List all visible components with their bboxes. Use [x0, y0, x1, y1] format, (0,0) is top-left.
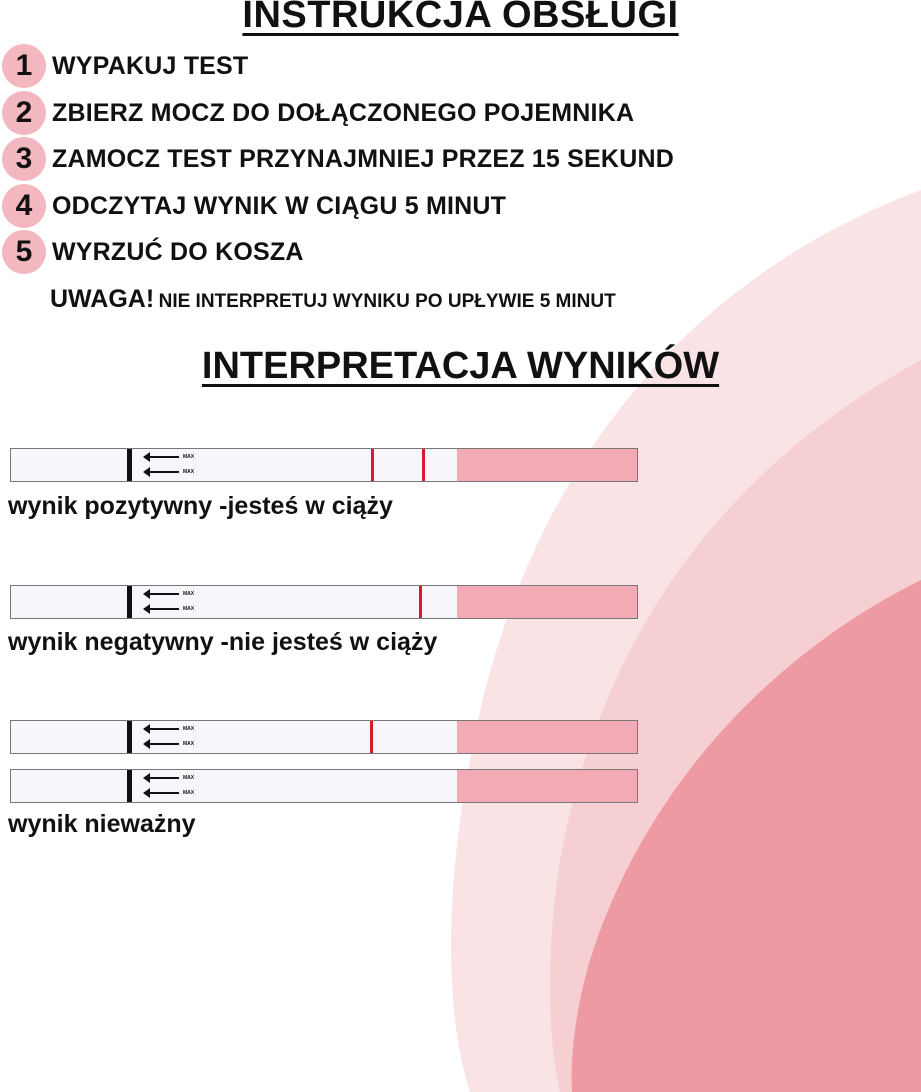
step-1	[0, 44, 248, 88]
step-text: WYRZUĆ DO KOSZA	[52, 237, 304, 266]
absorbent-pad	[457, 586, 637, 618]
max-arrow-icon	[143, 467, 195, 477]
step-number-badge: 5	[2, 230, 46, 274]
test-strip-invalid-1	[10, 720, 638, 754]
step-4	[0, 184, 506, 228]
strip-handle-mark	[127, 721, 132, 753]
test-line	[371, 449, 374, 481]
warning-label: UWAGA!	[50, 285, 155, 313]
control-line	[419, 586, 422, 618]
max-arrow-icon	[143, 589, 195, 599]
strip-handle-mark	[127, 770, 132, 802]
max-marker: MAX	[183, 790, 195, 796]
test-line	[370, 721, 373, 753]
absorbent-pad	[457, 449, 637, 481]
warning-text: NIE INTERPRETUJ WYNIKU PO UPŁYWIE 5 MINUT	[158, 291, 616, 312]
max-marker: MAX	[183, 454, 195, 460]
step-number-badge: 4	[2, 184, 46, 228]
step-2	[0, 91, 634, 135]
step-number-badge: 3	[2, 137, 46, 181]
result-positive-label: wynik pozytywny -jesteś w ciąży	[8, 492, 393, 520]
warning-note	[50, 285, 616, 314]
max-arrow-icon	[143, 739, 195, 749]
test-strip-positive	[10, 448, 638, 482]
absorbent-pad	[457, 721, 637, 753]
max-arrow-icon	[143, 604, 195, 614]
max-marker: MAX	[183, 726, 195, 732]
result-invalid-label: wynik nieważny	[8, 810, 196, 838]
step-number-badge: 2	[2, 91, 46, 135]
max-marker: MAX	[183, 591, 195, 597]
max-arrow-icon	[143, 773, 195, 783]
max-marker: MAX	[183, 469, 195, 475]
step-text: WYPAKUJ TEST	[52, 51, 249, 80]
interpretation-title: INTERPRETACJA WYNIKÓW	[201, 345, 720, 387]
step-text: ZAMOCZ TEST PRZYNAJMNIEJ PRZEZ 15 SEKUND	[52, 144, 674, 173]
max-marker: MAX	[183, 606, 195, 612]
step-5	[0, 230, 304, 274]
page-title: INSTRUKCJA OBSŁUGI	[242, 0, 679, 36]
step-number-badge: 1	[2, 44, 46, 88]
strip-handle-mark	[127, 586, 132, 618]
max-arrow-icon	[143, 724, 195, 734]
max-arrow-icon	[143, 788, 195, 798]
step-text: ZBIERZ MOCZ DO DOŁĄCZONEGO POJEMNIKA	[52, 98, 635, 127]
result-negative-label: wynik negatywny -nie jesteś w ciąży	[8, 628, 438, 656]
strip-handle-mark	[127, 449, 132, 481]
max-arrow-icon	[143, 452, 195, 462]
control-line	[422, 449, 425, 481]
test-strip-negative	[10, 585, 638, 619]
absorbent-pad	[457, 770, 637, 802]
step-3	[0, 137, 674, 181]
step-text: ODCZYTAJ WYNIK W CIĄGU 5 MINUT	[52, 191, 507, 220]
test-strip-invalid-2	[10, 769, 638, 803]
max-marker: MAX	[183, 741, 195, 747]
max-marker: MAX	[183, 775, 195, 781]
